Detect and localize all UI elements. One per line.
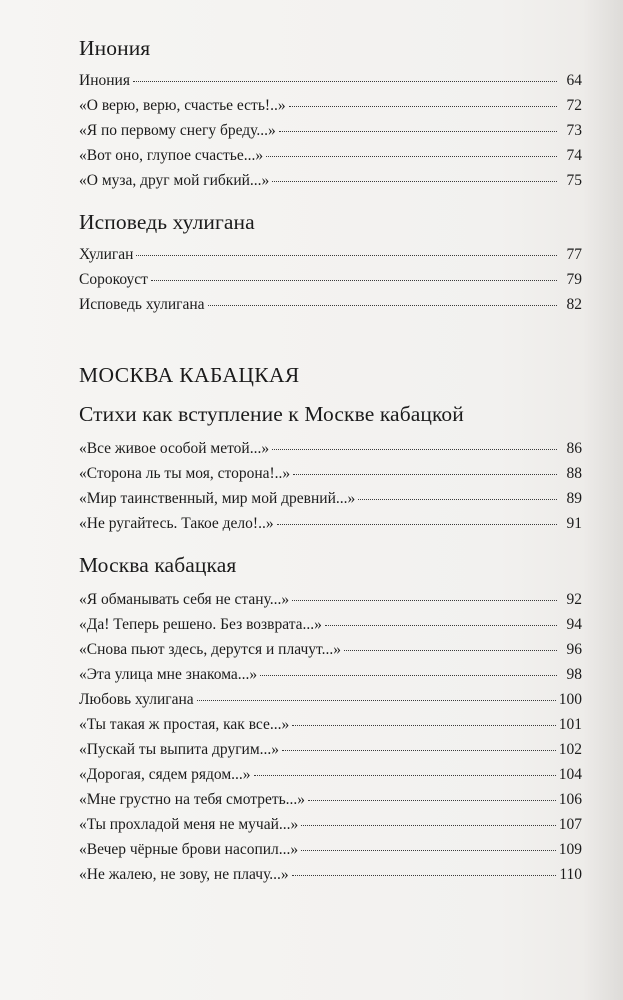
entry-page: 82 [566,296,582,313]
dot-leader [197,699,556,701]
entry-title: «О верю, верю, счастье есть!..» [79,97,286,114]
toc-entry [79,787,582,812]
entry-title: Исповедь хулигана [79,296,205,313]
dot-leader [254,774,556,776]
toc-entry [79,737,582,762]
section-entries [79,587,582,887]
toc-entry [79,587,582,612]
toc-entry [79,687,582,712]
toc-entry [79,612,582,637]
dot-leader [301,849,556,851]
entry-page: 88 [566,465,582,482]
entry-title: «Не жалею, не зову, не плачу...» [79,866,289,883]
toc-entry [79,662,582,687]
entry-page: 72 [566,97,582,114]
toc-entry [79,118,582,143]
toc-entry [79,862,582,887]
entry-title: «Все живое особой метой...» [79,440,270,457]
dot-leader [292,724,555,726]
entry-title: «Я обманывать себя не стану...» [79,591,290,608]
entry-page: 75 [566,172,582,189]
entry-page: 109 [558,841,582,858]
dot-leader [272,448,557,450]
entry-page: 94 [566,616,582,633]
dot-leader [282,749,556,751]
entry-page: 110 [559,866,582,883]
entry-page: 79 [566,271,582,288]
entry-title: «Ты такая ж простая, как все...» [79,716,290,733]
entry-title: «Снова пьют здесь, дерутся и плачут...» [79,641,341,658]
section-entries [79,242,582,317]
entry-title: «О муза, друг мой гибкий...» [79,172,270,189]
section-heading: Исповедь хулигана [79,210,255,234]
toc-entry [79,637,582,662]
toc-entry [79,712,582,737]
section-entries [79,436,582,536]
toc-entry [79,762,582,787]
section-entries [79,68,582,193]
entry-title: «Не ругайтесь. Такое дело!..» [79,515,274,532]
entry-title: Сорокоуст [79,271,148,288]
toc-entry [79,486,582,511]
toc-entry [79,837,582,862]
dot-leader [292,599,557,601]
toc-entry [79,292,582,317]
dot-leader [260,674,557,676]
toc-entry [79,511,582,536]
dot-leader [272,180,557,182]
dot-leader [325,624,557,626]
entry-title: «Ты прохладой меня не мучай...» [79,816,299,833]
entry-page: 91 [566,515,582,532]
toc-entry [79,93,582,118]
entry-page: 104 [558,766,582,783]
section-heading: Москва кабацкая [79,553,237,577]
entry-title: «Пускай ты выпита другим...» [79,741,280,758]
dot-leader [151,279,557,281]
dot-leader [292,874,557,876]
section-heading: Инония [79,36,151,60]
entry-page: 107 [558,816,582,833]
dot-leader [308,799,556,801]
dot-leader [358,498,557,500]
part-title: МОСКВА КАБАЦКАЯ [79,363,300,387]
entry-page: 77 [566,246,582,263]
toc-entry [79,436,582,461]
section-heading: Стихи как вступление к Москве кабацкой [79,402,464,426]
toc-entry [79,812,582,837]
entry-page: 92 [566,591,582,608]
entry-title: «Мир таинственный, мир мой древний...» [79,490,356,507]
entry-page: 86 [566,440,582,457]
dot-leader [133,80,557,82]
entry-title: «Сторона ль ты моя, сторона!..» [79,465,291,482]
entry-title: «Вечер чёрные брови насопил...» [79,841,299,858]
dot-leader [293,473,557,475]
dot-leader [266,155,557,157]
toc-entry [79,68,582,93]
entry-title: Любовь хулигана [79,691,194,708]
entry-title: «Вот оно, глупое счастье...» [79,147,264,164]
toc-entry [79,461,582,486]
entry-page: 64 [566,72,582,89]
dot-leader [136,254,557,256]
dot-leader [301,824,555,826]
entry-page: 106 [558,791,582,808]
table-of-contents [79,34,582,887]
entry-title: Хулиган [79,246,134,263]
toc-entry [79,168,582,193]
entry-title: «Мне грустно на тебя смотреть...» [79,791,306,808]
entry-title: «Эта улица мне знакома...» [79,666,258,683]
entry-page: 73 [566,122,582,139]
toc-entry [79,242,582,267]
entry-title: «Дорогая, сядем рядом...» [79,766,251,783]
dot-leader [208,304,557,306]
toc-entry [79,143,582,168]
entry-title: Инония [79,72,130,89]
toc-entry [79,267,582,292]
entry-title: «Я по первому снегу бреду...» [79,122,276,139]
entry-page: 100 [558,691,582,708]
entry-page: 74 [566,147,582,164]
dot-leader [289,105,557,107]
entry-page: 89 [566,490,582,507]
entry-page: 96 [566,641,582,658]
dot-leader [344,649,557,651]
dot-leader [279,130,557,132]
entry-page: 102 [558,741,582,758]
dot-leader [277,523,557,525]
entry-page: 98 [566,666,582,683]
entry-title: «Да! Теперь решено. Без возврата...» [79,616,322,633]
entry-page: 101 [558,716,582,733]
